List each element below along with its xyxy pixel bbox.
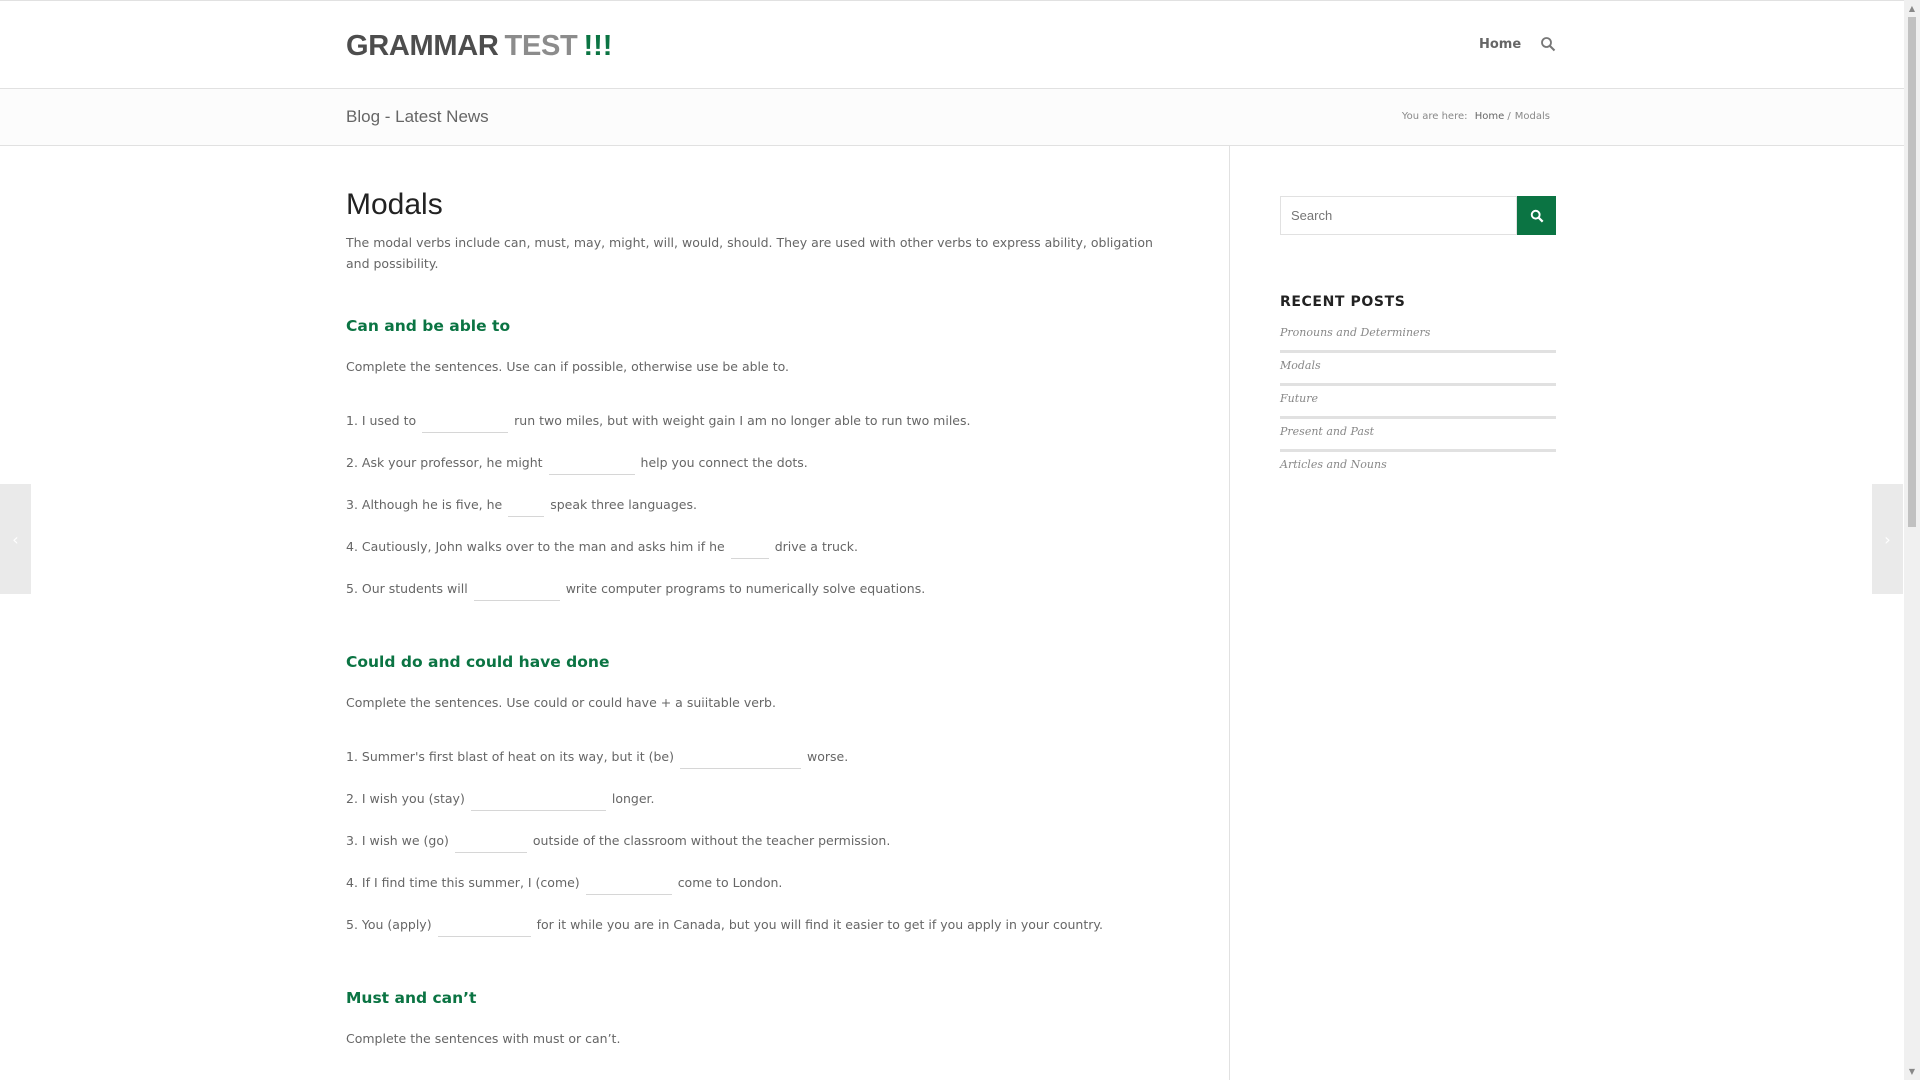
scroll-down-arrow-icon[interactable]: ▼ xyxy=(1908,1067,1916,1076)
question-row xyxy=(346,833,890,848)
question-text: speak three languages. xyxy=(550,497,697,512)
question-text: drive a truck. xyxy=(774,539,858,554)
logo-exclamations: !!! xyxy=(583,30,613,62)
answer-blank[interactable] xyxy=(731,544,769,559)
search-input[interactable] xyxy=(1280,196,1517,235)
question-text: worse. xyxy=(806,749,849,764)
question-text: 2. Ask your professor, he might xyxy=(346,455,543,470)
answer-blank[interactable] xyxy=(680,754,801,769)
question-text: longer. xyxy=(611,791,655,806)
answer-blank[interactable] xyxy=(474,586,560,601)
question-text: 4. Cautiously, John walks over to the man and asks him if he xyxy=(346,539,725,554)
question-text: run two miles, but with weight gain I am no longer able to run two miles. xyxy=(514,413,971,428)
question-text: for it while you are in Canada, but you will find it easier to get if you apply in your country. xyxy=(536,917,1103,932)
answer-blank[interactable] xyxy=(471,796,606,811)
question-text: help you connect the dots. xyxy=(640,455,808,470)
question-text: 2. I wish you (stay) xyxy=(346,791,465,806)
post-title: Modals xyxy=(346,188,443,221)
question-text: 3. I wish we (go) xyxy=(346,833,449,848)
section-heading: Must and can’t xyxy=(346,989,477,1007)
page-scrollbar[interactable] xyxy=(1904,0,1920,1080)
answer-blank[interactable] xyxy=(586,880,672,895)
recent-post-link[interactable]: Future xyxy=(1280,386,1556,419)
nav-home-link[interactable]: Home xyxy=(1479,37,1522,52)
content-sidebar-divider xyxy=(1229,146,1230,1080)
recent-post-link[interactable]: Modals xyxy=(1280,353,1556,386)
answer-blank[interactable] xyxy=(508,502,544,517)
question-row xyxy=(346,539,858,554)
breadcrumb-prefix: You are here: xyxy=(1401,111,1468,122)
logo-word-test: TEST xyxy=(504,30,578,62)
question-text: 3. Although he is five, he xyxy=(346,497,503,512)
answer-blank[interactable] xyxy=(422,418,508,433)
section-instruction: Complete the sentences with must or can’t. xyxy=(346,1031,621,1046)
question-text: 4. If I find time this summer, I (come) xyxy=(346,875,580,890)
section-heading: Could do and could have done xyxy=(346,653,610,671)
previous-post-arrow[interactable] xyxy=(0,484,31,594)
post-intro: The modal verbs include can, must, may, might, will, would, should. They are used with other verbs to express ability, obligation and possibility. xyxy=(346,235,1153,271)
question-row xyxy=(346,917,1103,932)
recent-posts-heading: RECENT POSTS xyxy=(1280,294,1406,310)
site-logo[interactable] xyxy=(346,30,612,63)
chevron-right-icon: › xyxy=(1884,529,1891,549)
recent-post-link[interactable]: Pronouns and Determiners xyxy=(1280,320,1556,353)
breadcrumb-home-link[interactable]: Home xyxy=(1474,111,1505,122)
site-header xyxy=(0,1,1904,89)
answer-blank[interactable] xyxy=(549,460,635,475)
next-post-arrow[interactable] xyxy=(1872,484,1903,594)
section-instruction: Complete the sentences. Use could or could have + a suiitable verb. xyxy=(346,695,776,710)
title-bar xyxy=(0,89,1904,146)
question-text: outside of the classroom without the teacher permission. xyxy=(532,833,891,848)
question-row xyxy=(346,581,925,596)
search-icon[interactable] xyxy=(1540,36,1558,54)
question-row xyxy=(346,455,808,470)
question-text: 5. Our students will xyxy=(346,581,468,596)
question-text: write computer programs to numerically solve equations. xyxy=(565,581,926,596)
answer-blank[interactable] xyxy=(455,838,527,853)
logo-word-grammar: GRAMMAR xyxy=(346,30,499,62)
question-row xyxy=(346,875,782,890)
scrollbar-thumb[interactable] xyxy=(1908,17,1916,527)
breadcrumb xyxy=(1402,111,1554,122)
page-title[interactable]: Blog - Latest News xyxy=(346,107,489,126)
section-heading: Can and be able to xyxy=(346,317,511,335)
question-row xyxy=(346,749,848,764)
breadcrumb-current: Modals xyxy=(1514,111,1550,122)
question-text: 5. You (apply) xyxy=(346,917,432,932)
question-row xyxy=(346,791,654,806)
question-row xyxy=(346,413,971,428)
scroll-up-arrow-icon[interactable]: ▲ xyxy=(1908,4,1916,13)
chevron-left-icon: ‹ xyxy=(12,529,19,549)
section-instruction: Complete the sentences. Use can if possible, otherwise use be able to. xyxy=(346,359,789,374)
question-row xyxy=(346,497,697,512)
question-text: 1. Summer's first blast of heat on its way, but it (be) xyxy=(346,749,674,764)
search-submit-button[interactable] xyxy=(1517,196,1556,235)
recent-posts-list xyxy=(1280,320,1556,485)
recent-post-link[interactable]: Articles and Nouns xyxy=(1280,458,1387,471)
breadcrumb-separator: / xyxy=(1507,111,1511,122)
recent-post-link[interactable]: Present and Past xyxy=(1280,419,1556,452)
question-text: come to London. xyxy=(677,875,783,890)
search-icon xyxy=(1530,209,1544,223)
question-text: 1. I used to xyxy=(346,413,417,428)
answer-blank[interactable] xyxy=(438,922,531,937)
